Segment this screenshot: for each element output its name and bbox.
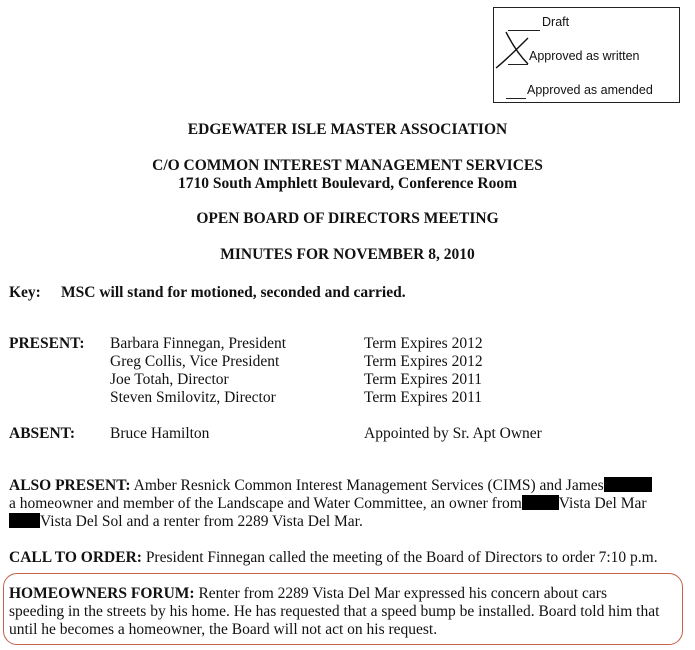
approved-as-amended-label: Approved as amended — [527, 83, 653, 97]
call-to-order-line — [9, 549, 658, 567]
redaction-block — [604, 477, 652, 492]
homeowners-forum-line-2: speeding in the streets by his home. He has requested that a speed bump be installed. Board told him that — [9, 603, 660, 620]
approved-as-written-label: Approved as written — [529, 49, 640, 63]
present-member-name: Greg Collis, Vice President — [110, 353, 280, 370]
also-present-text: a homeowner and member of the Landscape and Water Committee, an owner from — [9, 495, 522, 512]
meeting-type: OPEN BOARD OF DIRECTORS MEETING — [196, 210, 499, 227]
also-present-label: ALSO PRESENT: — [9, 477, 131, 494]
also-present-line-3 — [9, 513, 363, 531]
also-present-text: Amber Resnick Common Interest Management Services (CIMS) and James — [133, 477, 604, 494]
homeowners-forum-line-1 — [9, 585, 607, 603]
meeting-address: 1710 South Amphlett Boulevard, Conference Room — [178, 175, 517, 192]
absent-member-note: Appointed by Sr. Apt Owner — [364, 425, 542, 442]
absent-label: ABSENT: — [9, 425, 76, 442]
also-present-line-1 — [9, 477, 652, 495]
redaction-block — [9, 513, 40, 528]
approved-amended-blank-line — [506, 98, 526, 99]
present-label: PRESENT: — [9, 335, 85, 352]
present-member-name: Joe Totah, Director — [110, 371, 229, 388]
approval-status-box — [493, 7, 680, 103]
present-member-name: Steven Smilovitz, Director — [110, 389, 276, 406]
present-member-term: Term Expires 2011 — [364, 371, 483, 388]
also-present-text: Vista Del Sol and a renter from 2289 Vista Del Mar. — [40, 513, 363, 530]
also-present-line-2 — [9, 495, 647, 513]
approved-written-blank-line — [508, 64, 528, 65]
key-text: MSC will stand for motioned, seconded and carried. — [61, 284, 406, 301]
present-member-name: Barbara Finnegan, President — [110, 335, 287, 352]
homeowners-forum-label: HOMEOWNERS FORUM: — [9, 585, 195, 602]
present-member-term: Term Expires 2012 — [364, 353, 483, 370]
organization-title: EDGEWATER ISLE MASTER ASSOCIATION — [187, 121, 508, 138]
present-member-term: Term Expires 2011 — [364, 389, 483, 406]
redaction-block — [522, 495, 559, 510]
homeowners-forum-line-3: until he becomes a homeowner, the Board will not act on his request. — [9, 621, 438, 638]
call-to-order-label: CALL TO ORDER: — [9, 549, 142, 566]
homeowners-forum-text: Renter from 2289 Vista Del Mar expressed his concern about cars — [198, 585, 607, 602]
key-label: Key: — [9, 284, 41, 301]
management-company: C/O COMMON INTEREST MANAGEMENT SERVICES — [152, 157, 543, 174]
draft-label: Draft — [542, 15, 570, 29]
also-present-text-end: Vista Del Mar — [558, 495, 647, 512]
call-to-order-text: President Finnegan called the meeting of the Board of Directors to order 7:10 p.m. — [145, 549, 658, 566]
absent-member-name: Bruce Hamilton — [110, 425, 210, 442]
minutes-date: MINUTES FOR NOVEMBER 8, 2010 — [220, 246, 475, 263]
present-member-term: Term Expires 2012 — [364, 335, 483, 352]
